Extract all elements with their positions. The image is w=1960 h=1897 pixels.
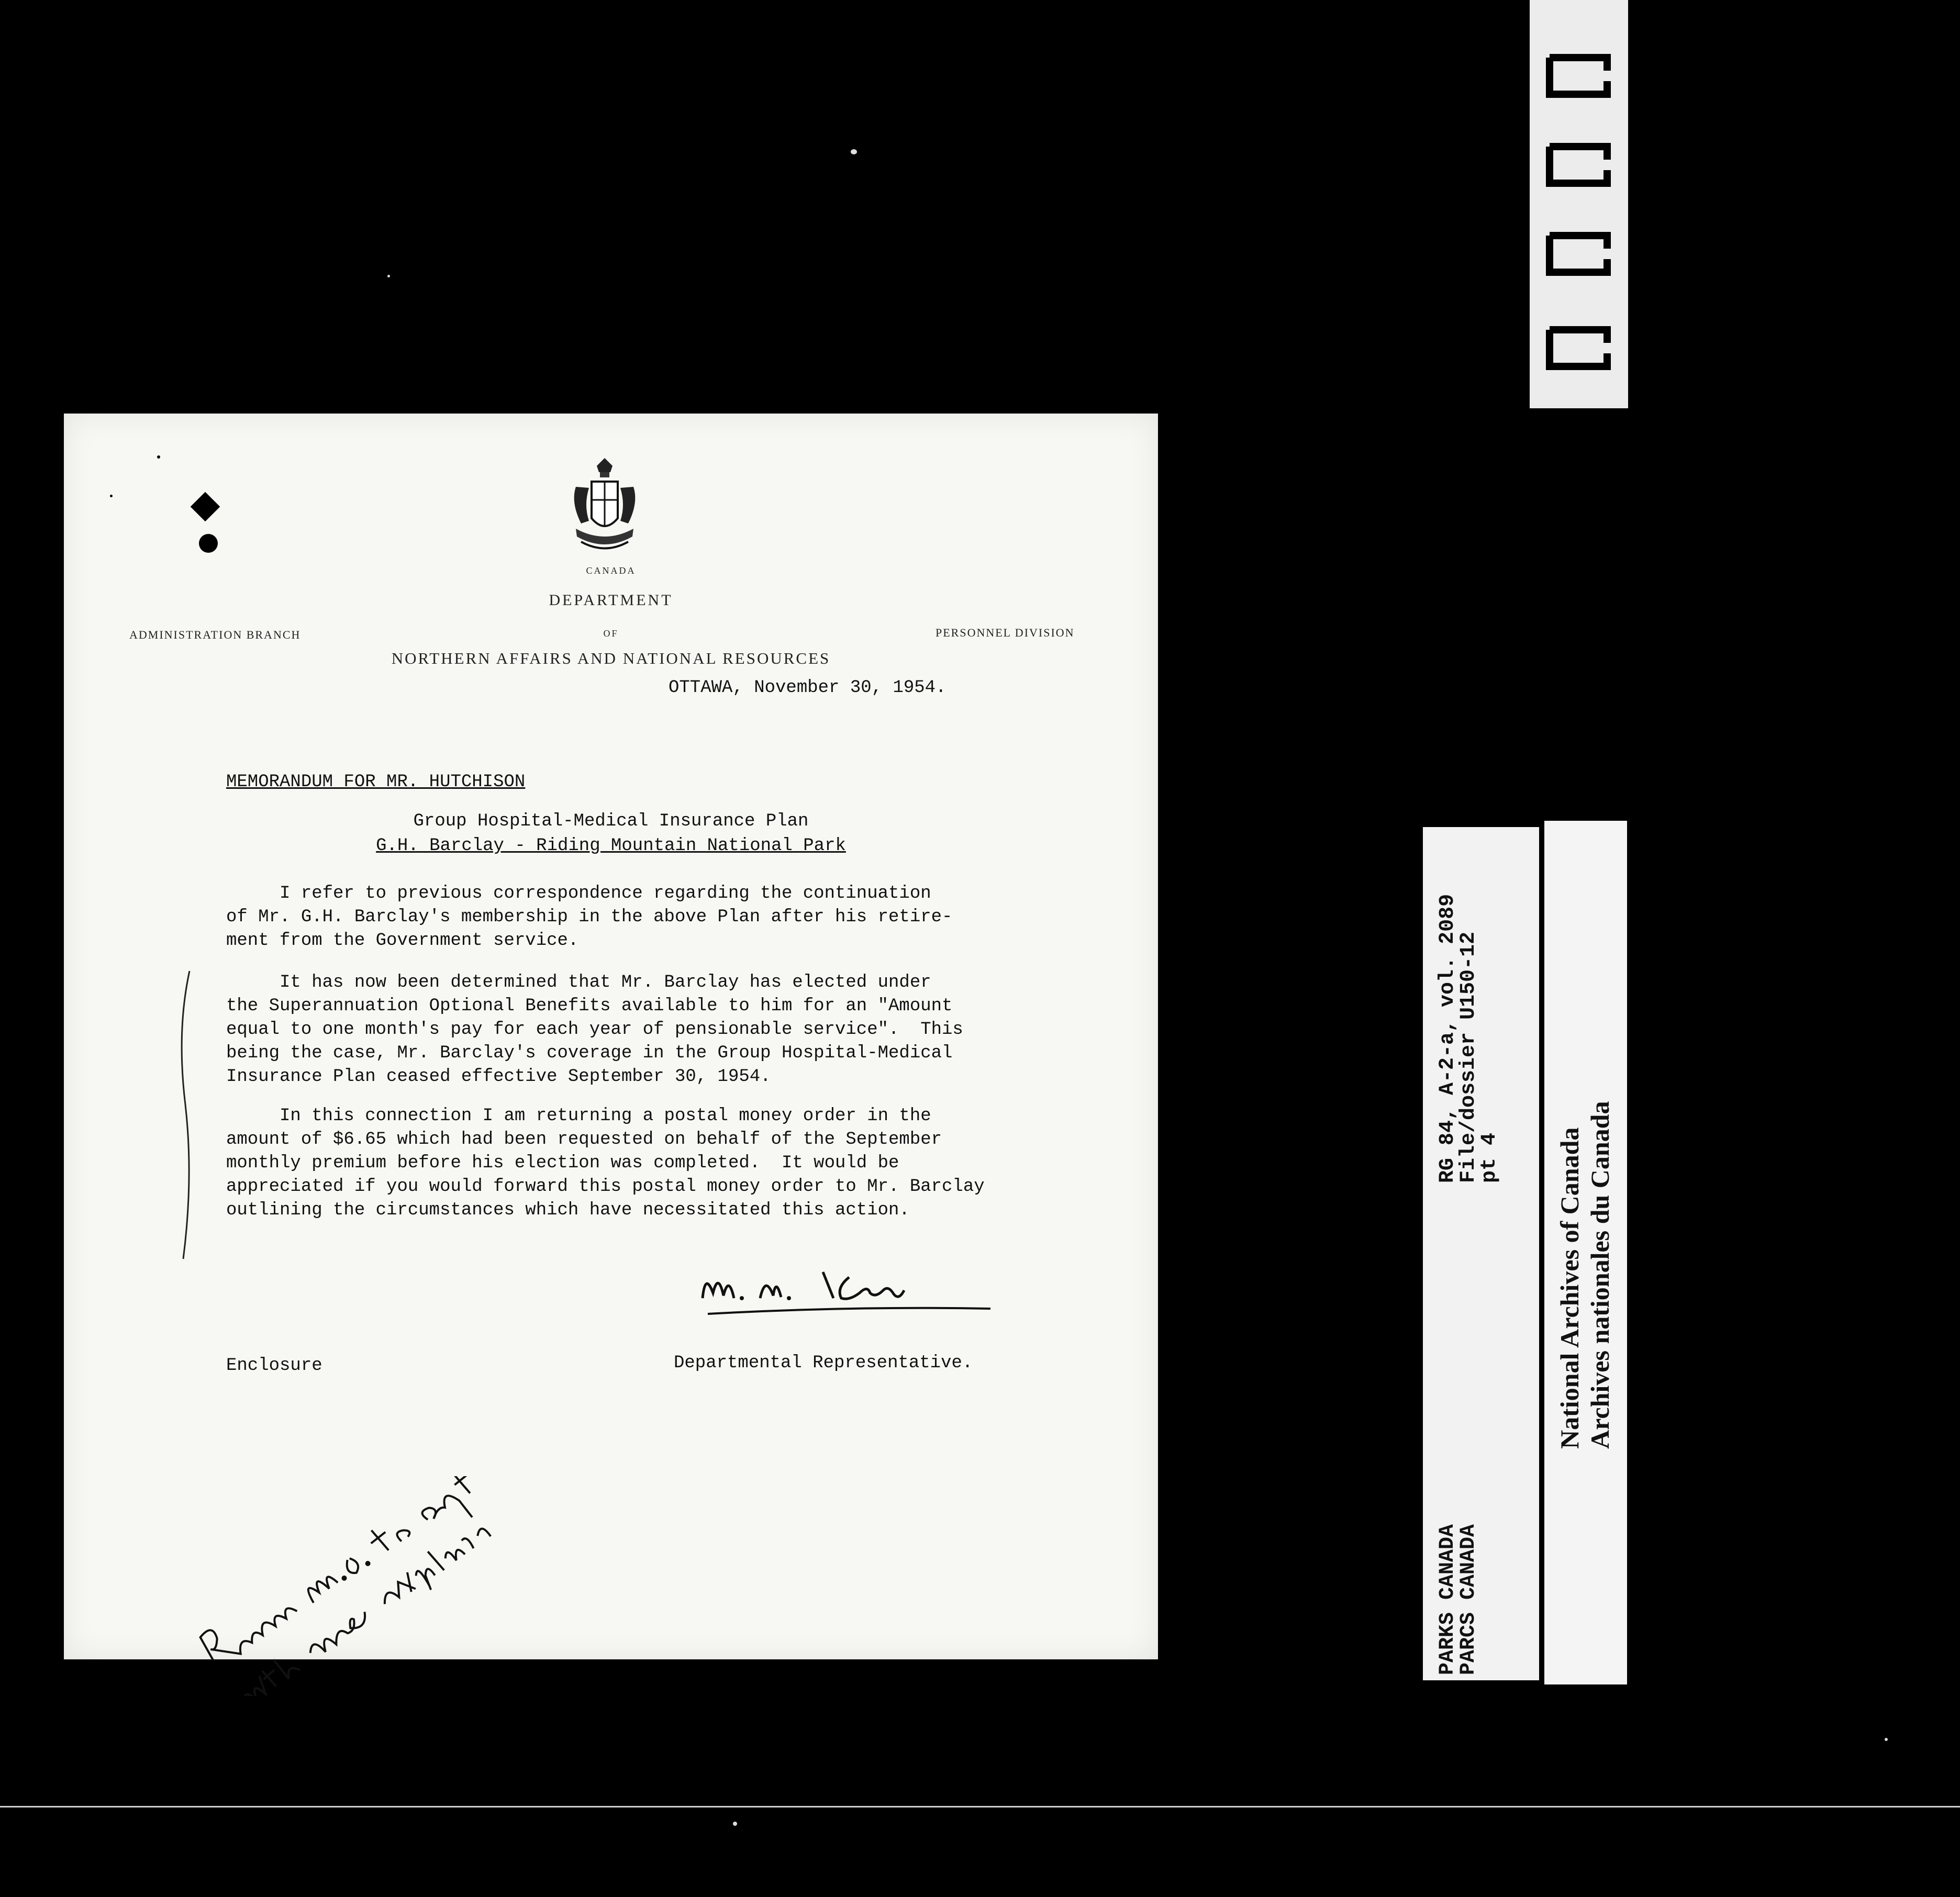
dust-speck bbox=[733, 1822, 737, 1826]
archive-reference-line-1: RG 84, A-2-a, vol. 2089 bbox=[1436, 894, 1460, 1183]
memo-addressee: MEMORANDUM FOR MR. HUTCHISON bbox=[226, 772, 526, 792]
punch-hole-mark bbox=[199, 534, 218, 553]
archive-reference-line-2: File/dossier U150-12 bbox=[1457, 931, 1480, 1183]
archive-agency-en: PARKS CANADA bbox=[1436, 1524, 1460, 1675]
archive-reference-card bbox=[1423, 827, 1539, 1680]
calibration-mark-icon bbox=[1539, 136, 1618, 194]
nac-name-en: National Archives of Canada bbox=[1555, 1127, 1584, 1449]
signatory-title: Departmental Representative. bbox=[674, 1353, 973, 1373]
dust-speck bbox=[387, 275, 390, 277]
letterhead-branch: ADMINISTRATION BRANCH bbox=[129, 628, 301, 641]
calibration-mark-icon bbox=[1539, 319, 1618, 377]
dust-speck bbox=[1885, 1738, 1888, 1741]
memo-enclosure: Enclosure bbox=[226, 1356, 322, 1376]
calibration-strip bbox=[1530, 0, 1628, 408]
archive-agency-fr: PARCS CANADA bbox=[1457, 1524, 1480, 1675]
film-edge-line bbox=[0, 1806, 1960, 1807]
handwritten-note bbox=[132, 1476, 561, 1696]
dust-speck bbox=[851, 149, 857, 154]
dust-speck bbox=[110, 495, 113, 497]
nac-name-fr: Archives nationales du Canada bbox=[1585, 1101, 1614, 1449]
coat-of-arms-icon bbox=[565, 455, 644, 560]
punch-hole-mark bbox=[191, 492, 220, 522]
letterhead-ministry: NORTHERN AFFAIRS AND NATIONAL RESOURCES bbox=[391, 649, 831, 667]
margin-bracket-mark bbox=[174, 968, 195, 1262]
memo-date: OTTAWA, November 30, 1954. bbox=[669, 678, 946, 698]
calibration-mark-icon bbox=[1539, 225, 1618, 283]
memo-page bbox=[64, 414, 1158, 1659]
dust-speck bbox=[157, 455, 160, 459]
letterhead-division: PERSONNEL DIVISION bbox=[936, 626, 1075, 639]
letterhead-department: DEPARTMENT bbox=[549, 592, 673, 609]
memo-paragraph-1: I refer to previous correspondence regarding the continuation of Mr. G.H. Barclay's membership in the above Plan after his retire- ment from the Government service. bbox=[226, 884, 953, 951]
national-archives-card bbox=[1544, 821, 1627, 1684]
memo-paragraph-2: It has now been determined that Mr. Barclay has elected under the Superannuation Optional Benefits available to him for an "Amount equal to one month's pay for each year of pensionable service". This being the case, Mr. Barclay's coverage in the Group Hospital-Medical Insurance Plan ceased effective September 30, 1954. bbox=[226, 973, 963, 1087]
archive-reference-line-3: pt 4 bbox=[1478, 1132, 1501, 1183]
handwritten-signature bbox=[692, 1262, 1059, 1319]
calibration-mark-icon bbox=[1539, 47, 1618, 105]
letterhead-of: OF bbox=[603, 628, 619, 639]
memo-subject-line-2: G.H. Barclay - Riding Mountain National Park bbox=[376, 836, 846, 856]
memo-paragraph-3: In this connection I am returning a postal money order in the amount of $6.65 which had been requested on behalf of the September monthly premium before his election was completed. It would be appreciated if you would forward this postal money order to Mr. Barclay outlining the circumstances which have necessitated this action. bbox=[226, 1106, 985, 1220]
letterhead-country: CANADA bbox=[586, 565, 636, 576]
memo-subject-line-1: Group Hospital-Medical Insurance Plan bbox=[413, 811, 809, 831]
